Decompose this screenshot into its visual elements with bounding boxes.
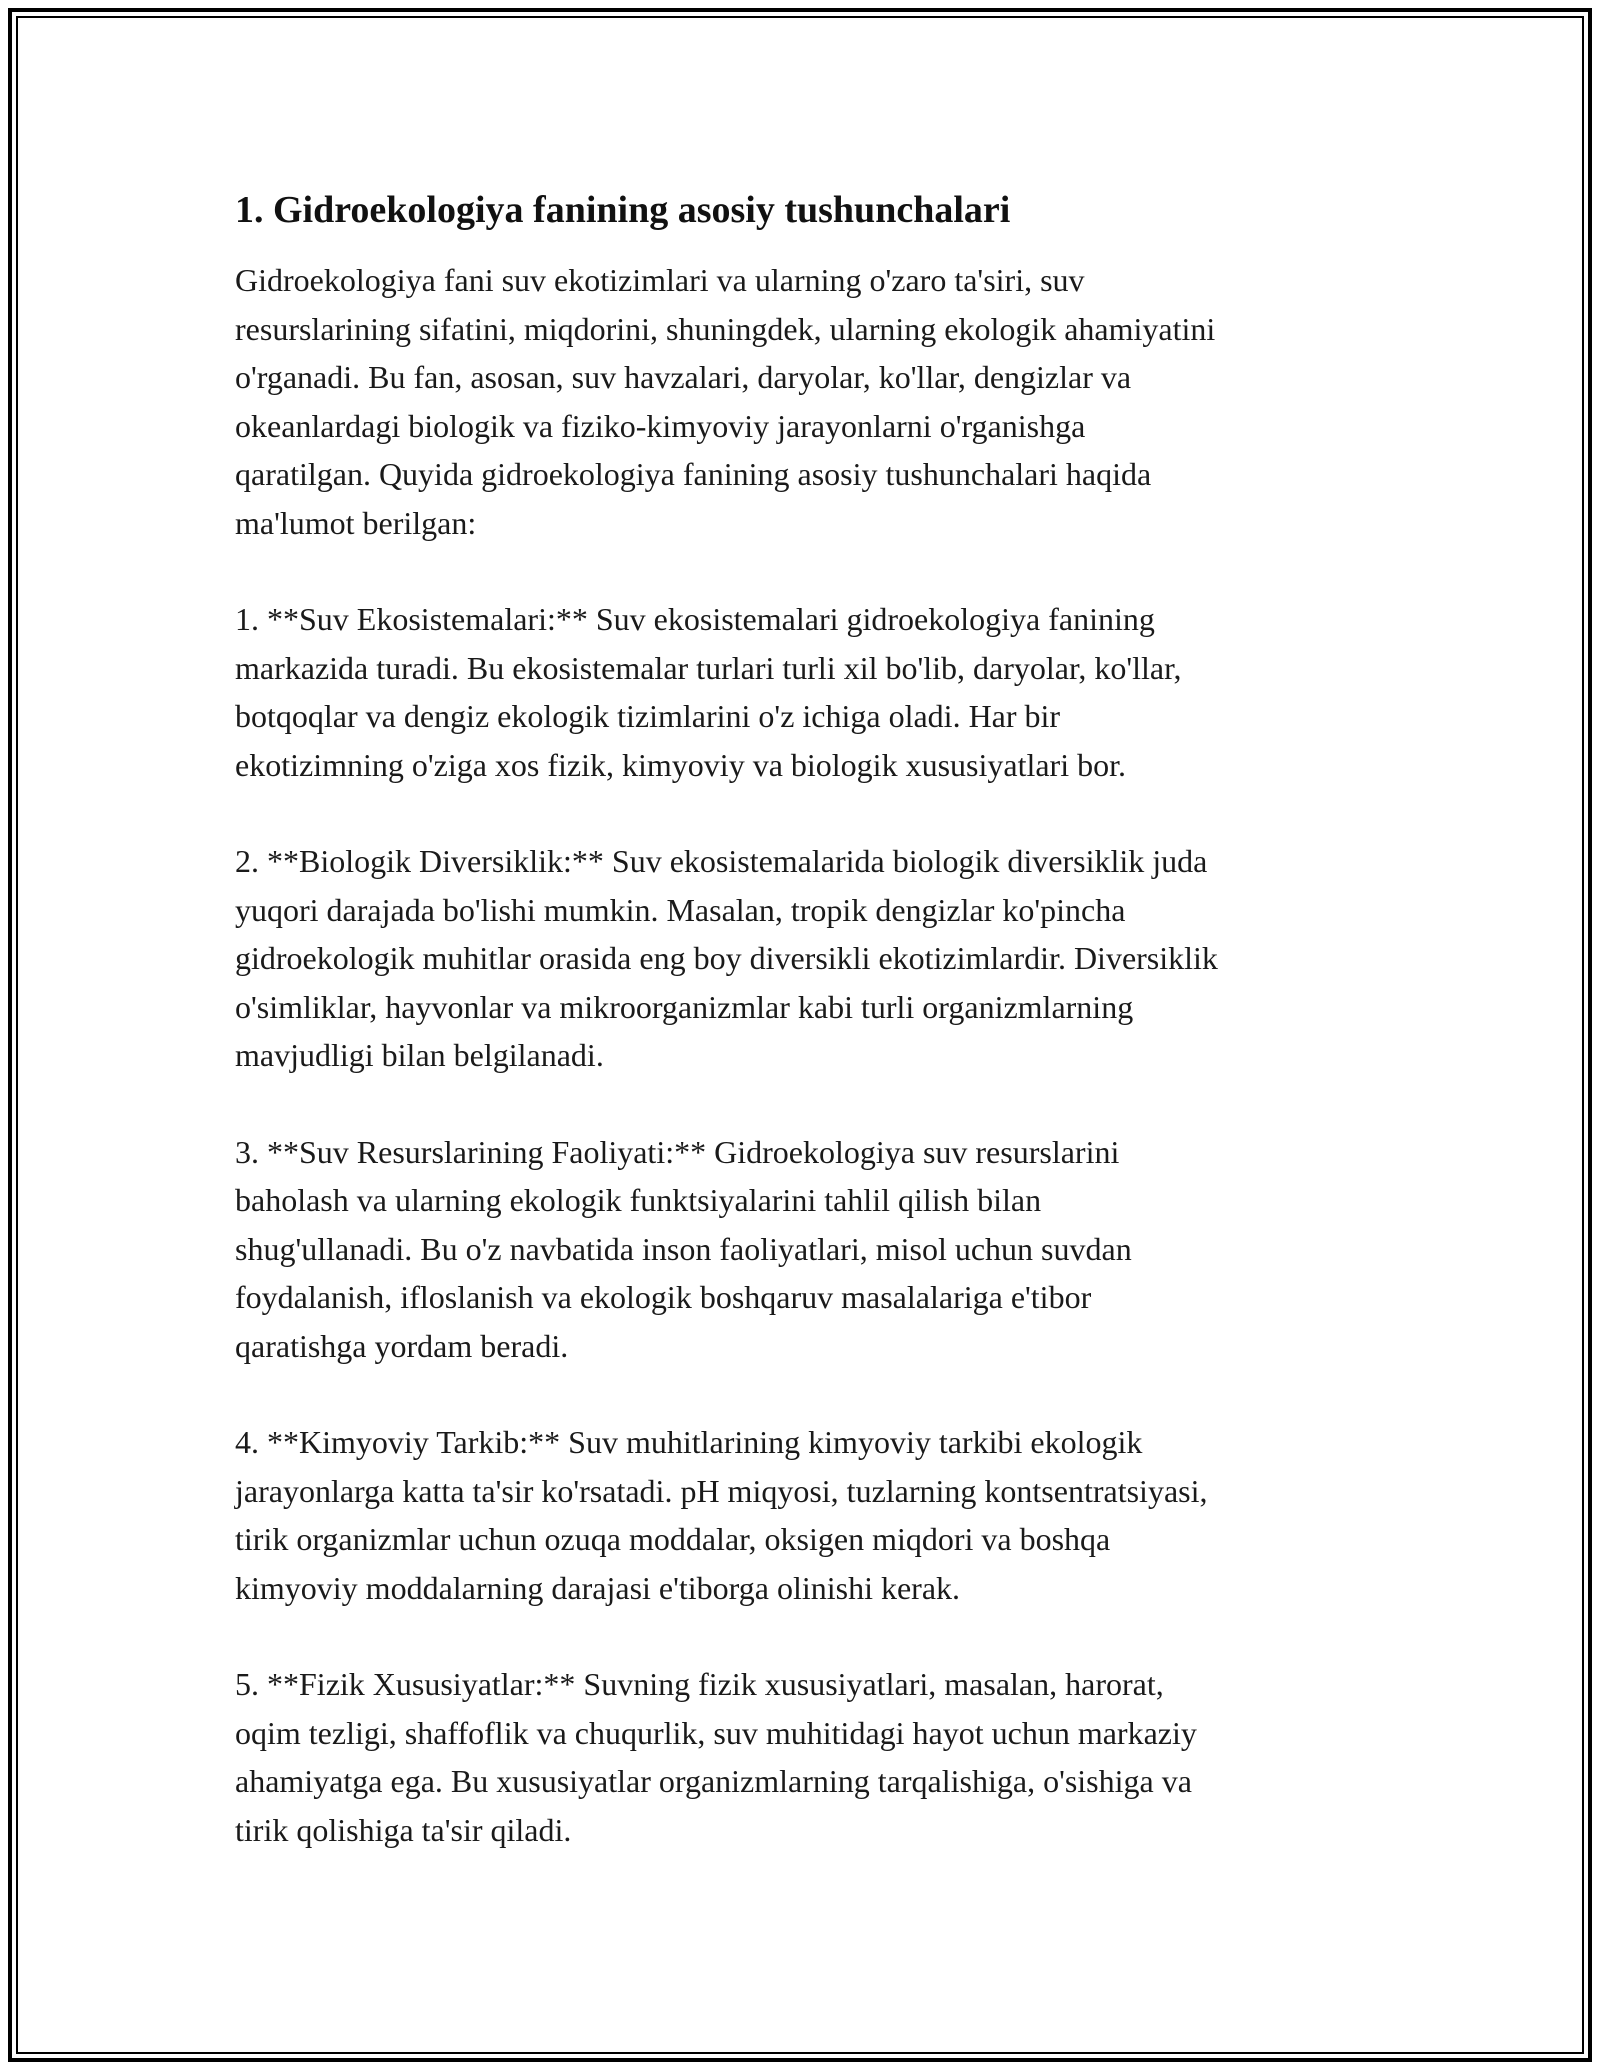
document-body: [235, 186, 1370, 1902]
list-item: 3. **Suv Resurslarining Faoliyati:** Gidroekologiya suv resurslarini baholash va ularning ekologik funktsiyalarini tahlil qilish bilan shug'ullanadi. Bu o'z navbatida inson faoliyatlari, misol uchun suvdan foydalanish, ifloslanish va ekologik boshqaruv masalalariga e'tibor qaratishga yordam beradi.: [235, 1133, 1132, 1364]
list-item: 2. **Biologik Diversiklik:** Suv ekosistemalarida biologik diversiklik juda yuqori darajada bo'lishi mumkin. Masalan, tropik dengizlar ko'pincha gidroekologik muhitlar orasida eng boy diversikli ekotizimlardir. Diversiklik o'simliklar, hayvonlar va mikroorganizmlar kabi turli organizmlarning mavjudligi bilan belgilanadi.: [235, 843, 1218, 1073]
document-title: 1. Gidroekologiya fanining asosiy tushunchalari: [235, 189, 1011, 231]
list-item: 4. **Kimyoviy Tarkib:** Suv muhitlarining kimyoviy tarkibi ekologik jarayonlarga katta ta'sir ko'rsatadi. pH miqyosi, tuzlarning kontsentratsiyasi, tirik organizmlar uchun ozuqa moddalar, oksigen miqdori va boshqa kimyoviy moddalarning darajasi e'tiborga olinishi kerak.: [235, 1424, 1208, 1606]
intro-paragraph: Gidroekologiya fani suv ekotizimlari va ularning o'zaro ta'siri, suv resurslarining sifatini, miqdorini, shuningdek, ularning ekologik ahamiyatini o'rganadi. Bu fan, asosan, suv havzalari, daryolar, ko'llar, dengizlar va okeanlardagi biologik va fiziko-kimyoviy jarayonlarni o'rganishga qaratilgan. Quyida gidroekologiya fanining asosiy tushunchalari haqida ma'lumot berilgan:: [235, 262, 1216, 541]
list-item: 5. **Fizik Xususiyatlar:** Suvning fizik xususiyatlari, masalan, harorat, oqim tezligi, shaffoflik va chuqurlik, suv muhitidagi hayot uchun markaziy ahamiyatga ega. Bu xususiyatlar organizmlarning tarqalishiga, o'sishiga va tirik qolishiga ta'sir qiladi.: [235, 1666, 1197, 1848]
list-item: 1. **Suv Ekosistemalari:** Suv ekosistemalari gidroekologiya fanining markazida turadi. Bu ekosistemalar turlari turli xil bo'lib, daryolar, ko'llar, botqoqlar va dengiz ekologik tizimlarini o'z ichiga oladi. Har bir ekotizimning o'ziga xos fizik, kimyoviy va biologik xususiyatlari bor.: [235, 601, 1182, 783]
